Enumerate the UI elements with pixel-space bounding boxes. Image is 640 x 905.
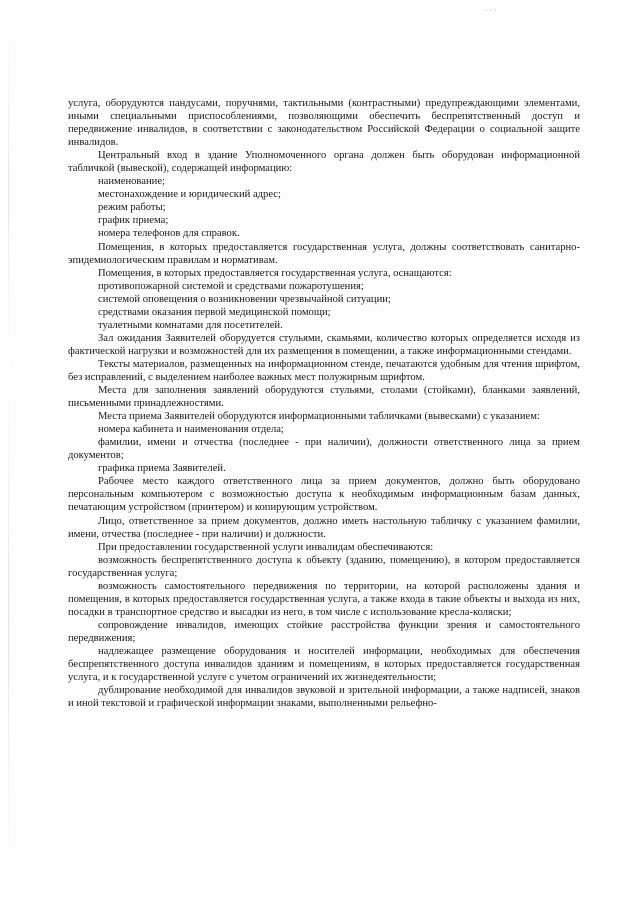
paragraph: Центральный вход в здание Уполномоченного органа должен быть оборудован информационной табличкой (вывеской), содержащей информацию: <box>68 150 580 175</box>
list-item: номера телефонов для справок. <box>98 228 240 240</box>
scan-edge <box>8 20 9 880</box>
paragraph: возможность беспрепятственного доступа к объекту (зданию, помещению), в котором предоставляется государственная услуга; <box>68 554 580 579</box>
paragraph: Помещения, в которых предоставляется государственная услуга, оснащаются: <box>98 267 452 279</box>
list-item: график приема; <box>98 215 169 227</box>
paragraph: Рабочее место каждого ответственного лица за прием документов, должно быть оборудовано персональным компьютером с возможностью доступа к необходимым информационным базам данных, печатающим устройством (принтером) и копирующим устройством. <box>68 476 580 514</box>
list-item: номера кабинета и наименования отдела; <box>98 424 284 436</box>
paragraph: Тексты материалов, размещенных на информационном стенде, печатаются удобным для чтения шрифтом, без исправлений, с выделением наиболее важных мест полужирным шрифтом. <box>68 358 580 383</box>
paragraph: Зал ожидания Заявителей оборудуется стульями, скамьями, количество которых определяется исходя из фактической нагрузки и возможностей для их размещения в помещении, а также информационными стендами. <box>68 332 580 357</box>
paragraph: фамилии, имени и отчества (последнее - при наличии), должности ответственного лица за прием документов; <box>68 437 580 462</box>
paragraph: услуга, оборудуются пандусами, поручнями, тактильными (контрастными) предупреждающими элементами, иными специальными приспособлениями, позволяющими обеспечить беспрепятственный доступ и передвижение инвалидов, в соответствии с законодательством Российской Федерации о социальной защите инвалидов. <box>68 98 580 149</box>
list-item: наименование; <box>98 176 165 188</box>
paragraph: возможность самостоятельного передвижения по территории, на которой расположены здания и помещения, в которых предоставляется государственная услуга, а также входа в такие объекты и выхода из них, посадки в транспортное средство и высадки из него, в том числе с использование кресла-коляски; <box>68 580 580 618</box>
list-item: графика приема Заявителей. <box>98 463 226 475</box>
paragraph: надлежащее размещение оборудования и носителей информации, необходимых для обеспечения беспрепятственного доступа инвалидов зданиям и помещениям, в которых предоставляется государственная услуга, и к государственной услуге с учетом ограничений их жизнедеятельности; <box>68 645 580 684</box>
list-item: противопожарной системой и средствами пожаротушения; <box>98 280 364 292</box>
paragraph: Места для заполнения заявлений оборудуются стульями, столами (стойками), бланками заявлений, письменными принадлежностями. <box>68 385 580 410</box>
paragraph: Места приема Заявителей оборудуются информационными табличками (вывесками) с указанием: <box>98 411 540 423</box>
paragraph: Помещения, в которых предоставляется государственная услуга, должны соответствовать санитарно-эпидемиологическим правилам и нормативам. <box>68 241 580 266</box>
paragraph: сопровождение инвалидов, имеющих стойкие расстройства функции зрения и самостоятельного передвижения; <box>68 619 580 644</box>
scan-dots: · · · <box>485 6 497 15</box>
paragraph: При предоставлении государственной услуги инвалидам обеспечиваются: <box>98 541 434 553</box>
paragraph: Лицо, ответственное за прием документов, должно иметь настольную табличку с указанием фамилии, имени, отчества (последнее - при наличии) и должности. <box>68 515 580 540</box>
list-item: средствами оказания первой медицинской помощи; <box>98 306 331 318</box>
list-item: туалетными комнатами для посетителей. <box>98 319 283 331</box>
list-item: системой оповещения о возникновении чрезвычайной ситуации; <box>98 293 391 305</box>
list-item: местонахождение и юридический адрес; <box>98 189 281 201</box>
list-item: режим работы; <box>98 202 166 214</box>
paragraph: дублирование необходимой для инвалидов звуковой и зрительной информации, а также надписей, знаков и иной текстовой и графической информации знаками, выполненными рельефно- <box>68 685 580 710</box>
document-body <box>68 97 580 710</box>
